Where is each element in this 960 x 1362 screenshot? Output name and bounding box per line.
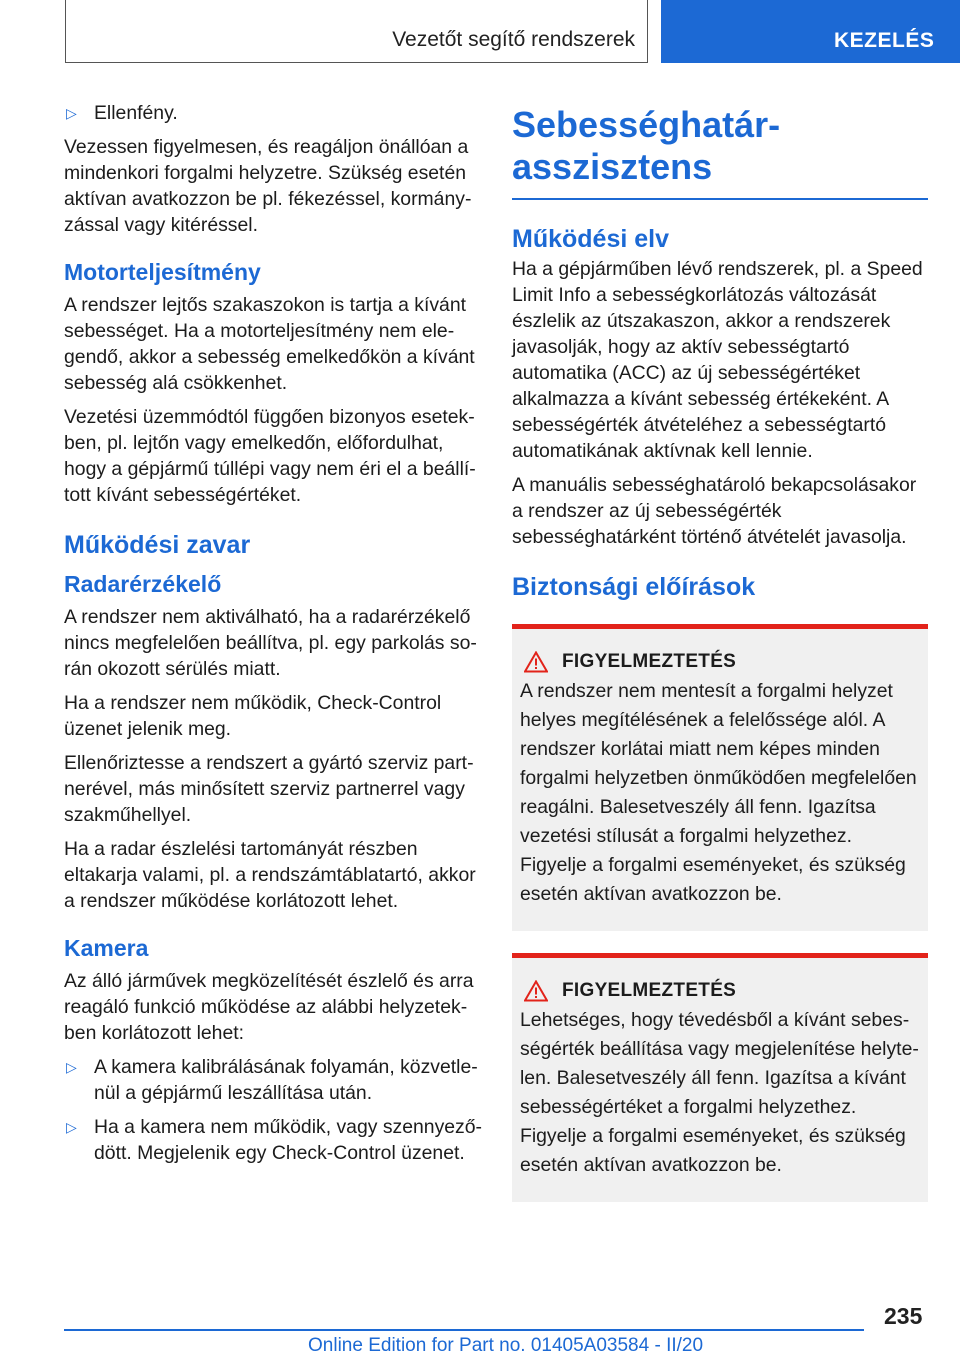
warning-title: FIGYELMEZTETÉS <box>562 650 737 672</box>
paragraph: Vezetési üzemmódtól függően bizonyos esetekben, pl. lejtőn vagy emelkedőn, előfordulhat, hogy a gépjármű túllépi vagy nem éri el a beállított kívánt sebességértéket. <box>64 406 476 506</box>
warning-header <box>520 651 920 673</box>
paragraph: Ha a rendszer nem működik, Check-Control üzenet jelenik meg. <box>64 692 442 740</box>
triangle-bullet-icon: ▷ <box>66 105 77 121</box>
header-section-title: Vezetőt segítő rendszerek <box>392 28 635 51</box>
paragraph: Az álló járművek megközelítését észlelő és arra reagáló funkció működése az alábbi helyzetekben korlátozott lehet: <box>64 970 474 1044</box>
page-title: Sebességhatárasszisztens <box>512 104 781 187</box>
paragraph: Vezessen figyelmesen, és reagáljon önállóan a mindenkori forgalmi helyzetre. Szükség esetén aktívan avatkozzon be pl. fékezéssel, kormányzással vagy kitéréssel. <box>64 136 472 236</box>
header-chapter-box <box>661 0 960 63</box>
heading-mukodesi-elv: Működési elv <box>512 224 669 253</box>
left-column <box>64 100 482 1174</box>
warning-box <box>512 624 928 931</box>
paragraph: Ellenőriztesse a rendszert a gyártó szerviz partnerével, más minősített szerviz partnerrel vagy szakműhellyel. <box>64 752 474 826</box>
warning-box <box>512 953 928 1202</box>
paragraph: Ha a radar észlelési tartományát részben eltakarja valami, pl. a rendszámtáblatartó, akkor a rendszer működése korlátozott lehet. <box>64 838 476 912</box>
page-number: 235 <box>884 1303 923 1329</box>
warning-triangle-icon <box>524 651 548 673</box>
heading-mukodesi-zavar: Működési zavar <box>64 531 251 559</box>
warning-triangle-icon <box>524 980 548 1002</box>
header-section-box <box>65 0 648 63</box>
triangle-bullet-icon: ▷ <box>66 1119 77 1135</box>
heading-kamera: Kamera <box>64 935 149 961</box>
list-item: ▷ Ha a kamera nem működik, vagy szennyeződött. Megjelenik egy Check-Control üzenet. <box>66 1116 482 1164</box>
paragraph: Ha a gépjárműben lévő rendszerek, pl. a Speed Limit Info a sebességkorlátozás változását észlelik az útszakaszon, akkor a rendszerek javasolják, hogy az aktív sebességtartó automatika (ACC) az új sebességértéket alkalmazza a kívánt sebesség értékeként. A sebességérték átvételéhez a sebességtartó automatikának aktívnak kell lennie. <box>512 257 923 462</box>
heading-biztonsagi-eloirasok: Biztonsági előírások <box>512 572 756 601</box>
warning-title: FIGYELMEZTETÉS <box>562 979 737 1001</box>
header-chapter-title: KEZELÉS <box>834 29 935 52</box>
warning-header <box>520 980 920 1002</box>
heading-motorteljesitmeny: Motorteljesítmény <box>64 259 261 285</box>
list-item: ▷ A kamera kalibrálásának folyamán, közvetlenül a gépjármű leszállítása után. <box>66 1056 478 1104</box>
paragraph: A rendszer nem aktiválható, ha a radarérzékelő nincs megfelelően beállítva, pl. egy parkolás során okozott sérülés miatt. <box>64 606 477 680</box>
warning-text: A rendszer nem mentesít a forgalmi helyzet helyes megítélésének a felelőssége alól. A rendszer korlátai miatt nem képes minden forgalmi helyzetben önműködően megfelelően reagálni. Balesetveszély áll fenn. Igazítsa vezetési stílusát a forgalmi helyzethez. Figyelje a forgalmi eseményeket, és szükség esetén aktívan avatkozzon be. <box>520 679 917 905</box>
warning-text: Lehetséges, hogy tévedésből a kívánt sebességérték beállítása vagy megjelenítése helytelen. Balesetveszély áll fenn. Igazítsa a kívánt sebességértéket a forgalmi helyzethez. Figyelje a forgalmi eseményeket, és szükség esetén aktívan avatkozzon be. <box>520 1008 919 1176</box>
triangle-bullet-icon: ▷ <box>66 1059 77 1075</box>
edition-footer: Online Edition for Part no. 01405A03584 - II/20 <box>308 1335 704 1356</box>
list-item: ▷ Ellenfény. <box>66 102 178 124</box>
title-rule <box>512 198 928 200</box>
paragraph: A rendszer lejtős szakaszokon is tartja a kívánt sebességet. Ha a motorteljesítmény nem elegendő, akkor a sebesség emelkedőkön a kívánt sebesség alá csökkenhet. <box>64 294 475 394</box>
footer-rule <box>64 1329 864 1331</box>
right-column <box>512 100 928 1202</box>
heading-radarerzekelo: Radarérzékelő <box>64 571 222 597</box>
paragraph: A manuális sebességhatároló bekapcsolásakor a rendszer az új sebességérték sebességhatárként történő átvételét javasolja. <box>512 473 917 548</box>
